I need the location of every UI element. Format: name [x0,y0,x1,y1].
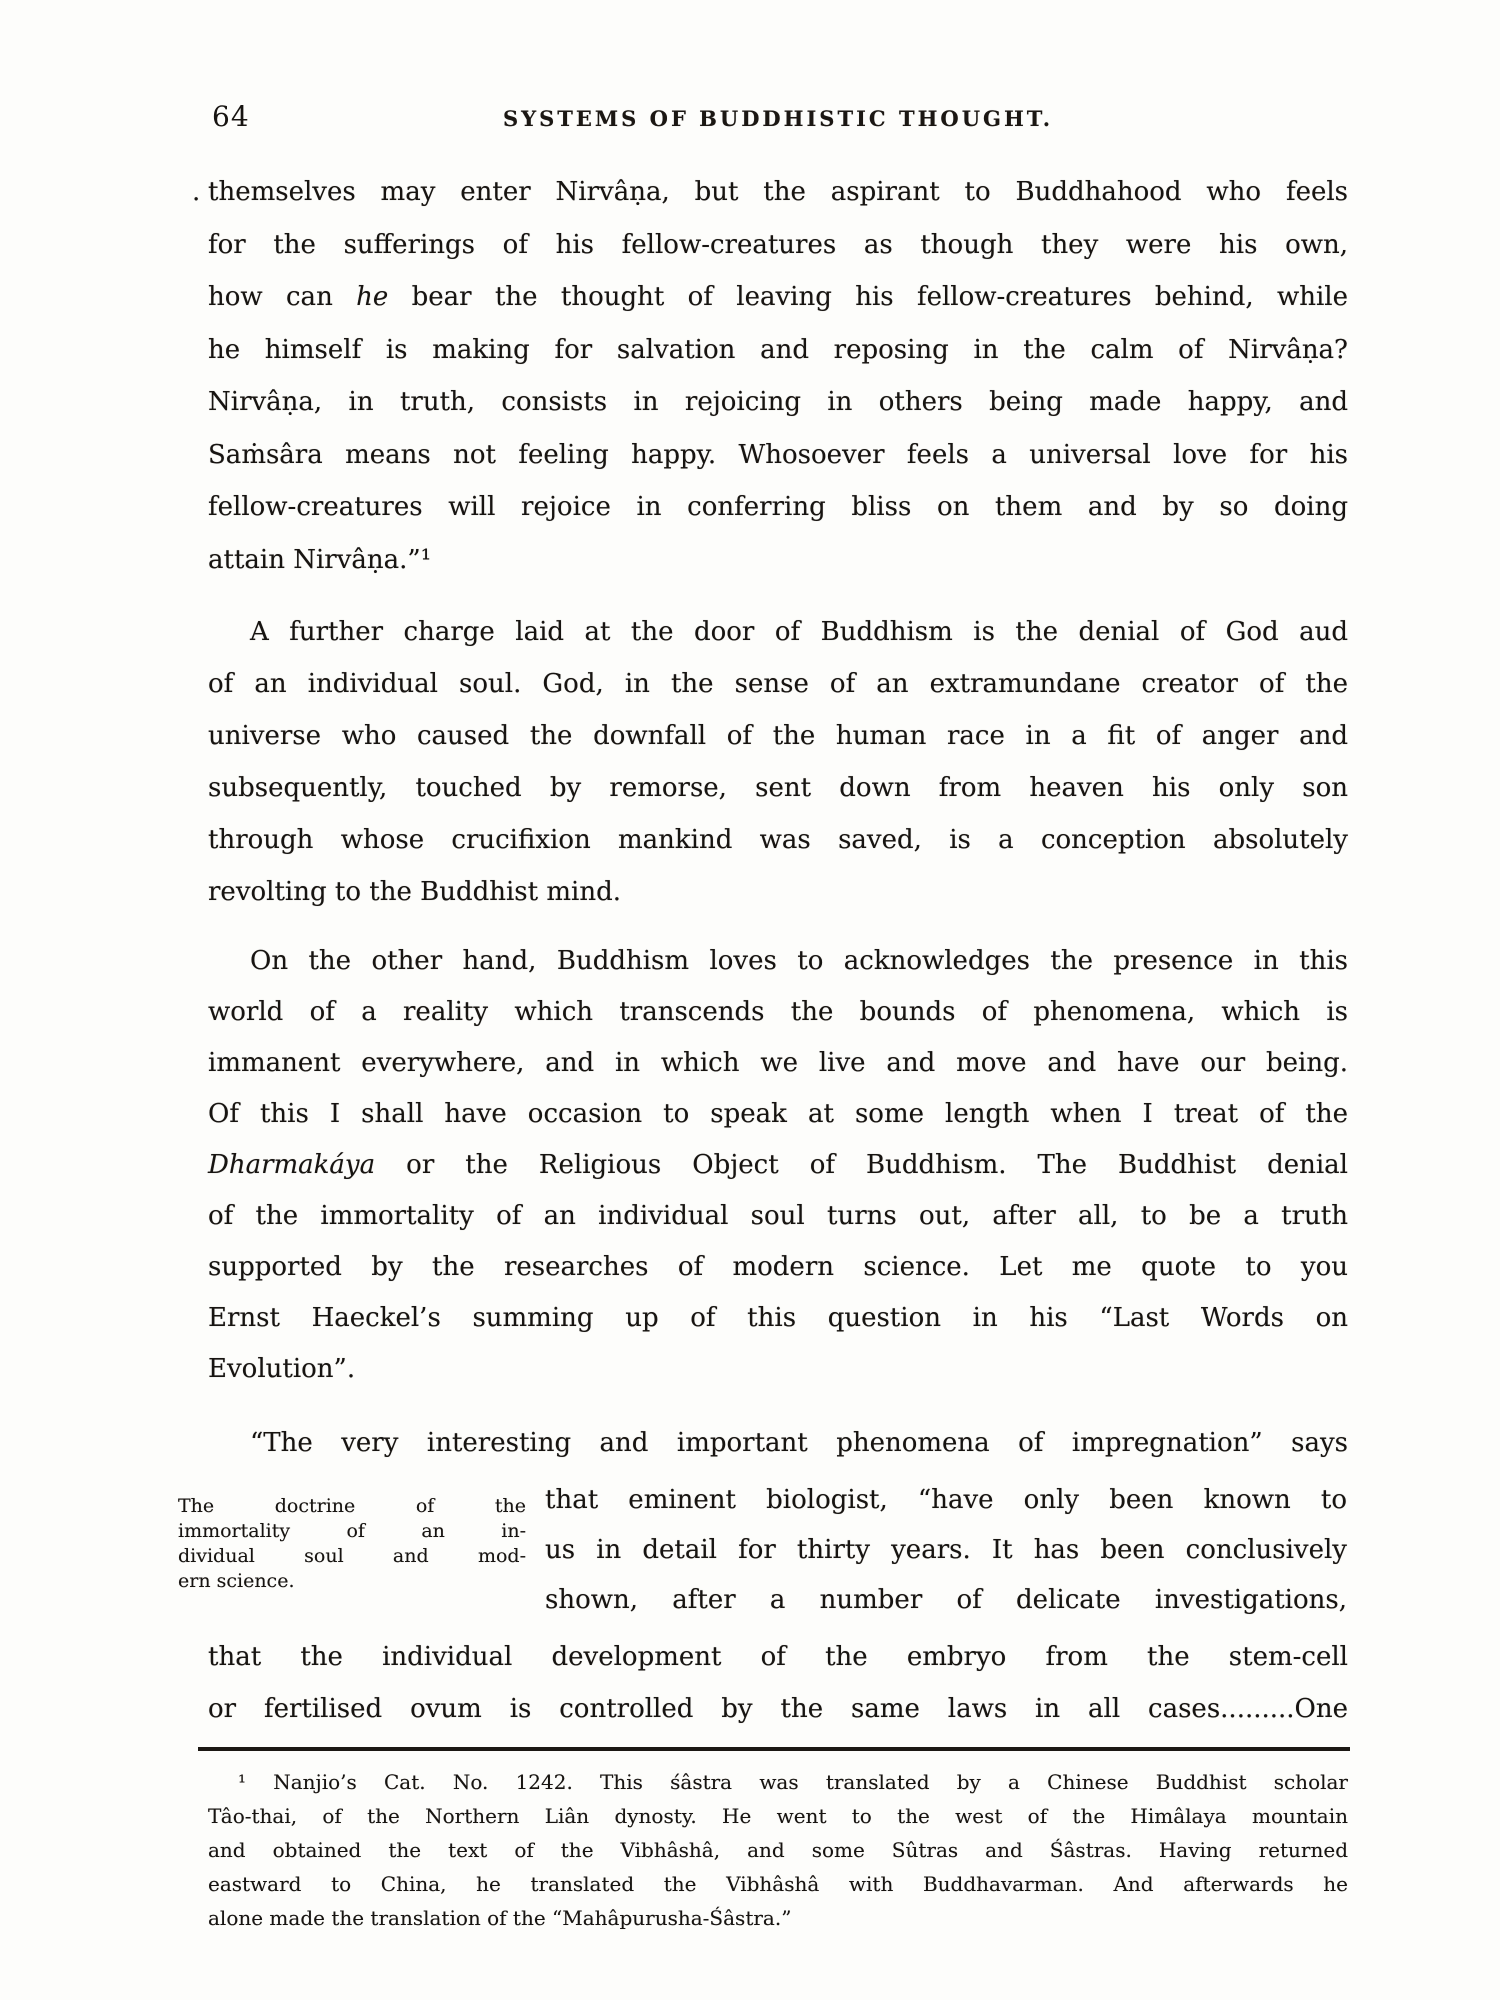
page-number: 64 [212,100,250,133]
paragraph-3 [208,936,1348,1395]
running-header: SYSTEMS OF BUDDHISTIC THOUGHT. [502,106,1054,131]
footnote [208,1765,1348,1935]
text-line: or fertilised ovum is controlled by the same laws in all cases.........One [208,1694,1348,1724]
paragraph-4 [208,1417,1348,1469]
text-segment: bear the thought of leaving his fellow-creatures behind, while [388,282,1348,312]
text-line: Evolution”. [208,1354,356,1384]
margin-note-line: ern science. [178,1570,295,1592]
text-line: fellow-creatures will rejoice in conferring bliss on them and by so doing [208,492,1348,522]
text-line: shown, after a number of delicate investigations, [545,1585,1347,1615]
text-segment: how can [208,282,357,312]
text-line-with-footnote-ref: attain Nirvâṇa.”¹ [208,544,432,575]
text-line: he himself is making for salvation and reposing in the calm of Nirvâṇa? [208,334,1348,365]
paragraph-2 [208,606,1348,918]
italic-term: he [356,282,389,312]
margin-note-line: The doctrine of the [178,1495,526,1517]
text-line: world of a reality which transcends the bounds of phenomena, which is [208,997,1348,1027]
text-line: revolting to the Buddhist mind. [208,877,621,907]
text-line: that the individual development of the embryo from the stem-cell [208,1642,1348,1672]
text-line [192,166,1348,219]
text-line: immanent everywhere, and in which we live and move and have our being. [208,1048,1348,1078]
text-line: On the other hand, Buddhism loves to acknowledges the presence in this [250,946,1348,976]
text-segment: or the Religious Object of Buddhism. The Buddhist denial [375,1150,1348,1180]
text-line: “The very interesting and important phenomena of impregnation” says [250,1428,1348,1458]
footnote-line: eastward to China, he translated the Vibhâshâ with Buddhavarman. And afterwards he [208,1872,1348,1896]
text-line: Saṁsâra means not feeling happy. Whosoever feels a universal love for his [208,439,1348,470]
text-line: A further charge laid at the door of Buddhism is the denial of God aud [250,617,1348,647]
footnote-line: Tâo-thai, of the Northern Liân dynosty. He went to the west of the Himâlaya mountain [208,1804,1348,1828]
text-line: of an individual soul. God, in the sense of an extramundane creator of the [208,669,1348,699]
margin-note-line: dividual soul and mod- [178,1545,526,1567]
text-line: through whose crucifixion mankind was saved, is a conception absolutely [208,825,1348,855]
text-line: that eminent biologist, “have only been known to [545,1485,1347,1515]
text-line-content: themselves may enter Nirvâṇa, but the aspirant to Buddhahood who feels [208,177,1348,207]
footnote-line: ¹ Nanjio’s Cat. No. 1242. This śâstra was translated by a Chinese Buddhist scholar [238,1770,1348,1794]
footnote-line: alone made the translation of the “Mahâpurusha-Śâstra.” [208,1906,792,1930]
text-line: Nirvâṇa, in truth, consists in rejoicing in others being made happy, and [208,387,1348,417]
text-line: of the immortality of an individual soul turns out, after all, to be a truth [208,1201,1348,1231]
footnote-separator [198,1747,1350,1751]
text-line: universe who caused the downfall of the human race in a fit of anger and [208,721,1348,751]
text-line: Of this I shall have occasion to speak at some length when I treat of the [208,1099,1348,1129]
text-line: us in detail for thirty years. It has been conclusively [545,1535,1347,1565]
footnote-line: and obtained the text of the Vibhâshâ, and some Sûtras and Śâstras. Having returned [208,1838,1348,1862]
text-line [208,271,1348,324]
stray-ink-mark: . [192,177,201,207]
quote-column [545,1475,1347,1625]
margin-note [178,1494,526,1594]
text-line: subsequently, touched by remorse, sent down from heaven his only son [208,773,1348,803]
text-line: Ernst Haeckel’s summing up of this question in his “Last Words on [208,1303,1348,1333]
text-line: for the sufferings of his fellow-creatures as though they were his own, [208,229,1348,260]
italic-term: Dharmakáya [208,1150,376,1180]
margin-note-line: immortality of an in- [178,1520,526,1542]
paragraph-4-continued [208,1631,1348,1735]
paragraph-1 [192,166,1348,586]
text-line: supported by the researches of modern science. Let me quote to you [208,1252,1348,1282]
text-line [208,1140,1348,1191]
